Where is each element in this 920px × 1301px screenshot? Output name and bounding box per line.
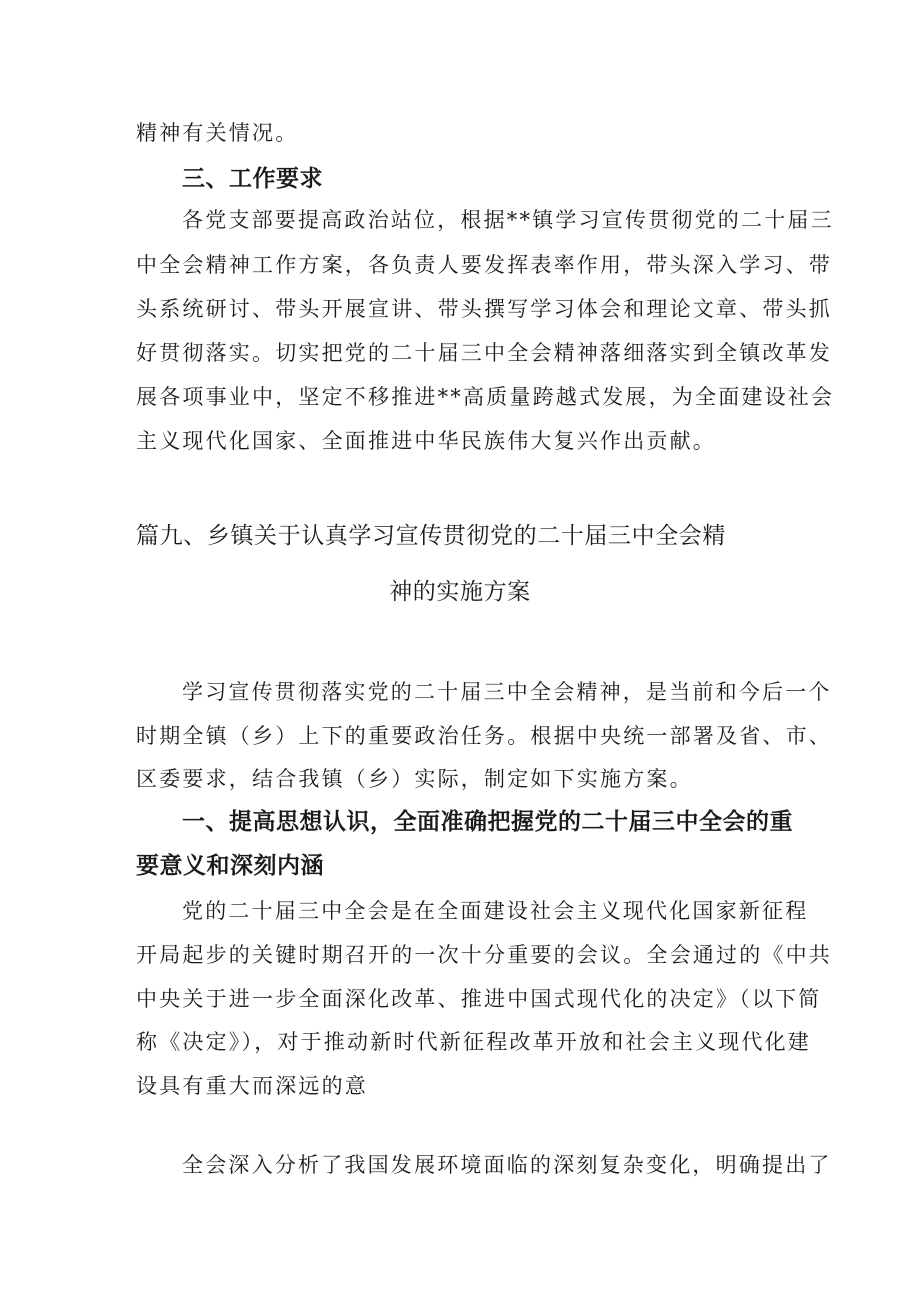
article-title-line1: 篇九、乡镇关于认真学习宣传贯彻党的二十届三中全会精 (136, 523, 726, 549)
section-heading: 三、工作要求 (182, 166, 323, 192)
paragraph-line: 全会深入分析了我国发展环境面临的深刻复杂变化，明确提出了 (182, 1153, 832, 1177)
paragraph-line: 开局起步的关键时期召开的一次十分重要的会议。全会通过的《中共 (136, 943, 832, 967)
paragraph-line: 学习宣传贯彻落实党的二十届三中全会精神，是当前和今后一个 (182, 680, 832, 704)
article-title-line2: 神的实施方案 (389, 579, 531, 605)
paragraph-tail: 精神有关情况。 (136, 121, 299, 145)
paragraph-line: 称《决定》），对于推动新时代新征程改革开放和社会主义现代化建 (136, 1030, 811, 1054)
paragraph-line: 中央关于进一步全面深化改革、推进中国式现代化的决定》（以下简 (136, 987, 822, 1011)
paragraph-line: 党的二十届三中全会是在全面建设社会主义现代化国家新征程 (182, 899, 809, 923)
paragraph-line: 好贯彻落实。切实把党的二十届三中全会精神落细落实到全镇改革发 (136, 341, 832, 365)
paragraph-line: 区委要求，结合我镇（乡）实际，制定如下实施方案。 (136, 767, 693, 791)
paragraph-line: 设具有重大而深远的意 (136, 1074, 368, 1098)
section-heading: 一、提高思想认识，全面准确把握党的二十届三中全会的重 (182, 809, 793, 835)
paragraph-line: 各党支部要提高政治站位，根据**镇学习宣传贯彻党的二十届三 (182, 208, 834, 232)
paragraph-line: 展各项事业中，坚定不移推进**高质量跨越式发展，为全面建设社会 (136, 385, 835, 409)
paragraph-line: 时期全镇（乡）上下的重要政治任务。根据中央统一部署及省、市、 (136, 724, 832, 748)
paragraph-line: 主义现代化国家、全面推进中华民族伟大复兴作出贡献。 (136, 429, 716, 453)
section-heading: 要意义和深刻内涵 (136, 853, 324, 879)
paragraph-line: 中全会精神工作方案，各负责人要发挥表率作用，带头深入学习、带 (136, 253, 832, 277)
paragraph-line: 头系统研讨、带头开展宣讲、带头撰写学习体会和理论文章、带头抓 (136, 297, 832, 321)
